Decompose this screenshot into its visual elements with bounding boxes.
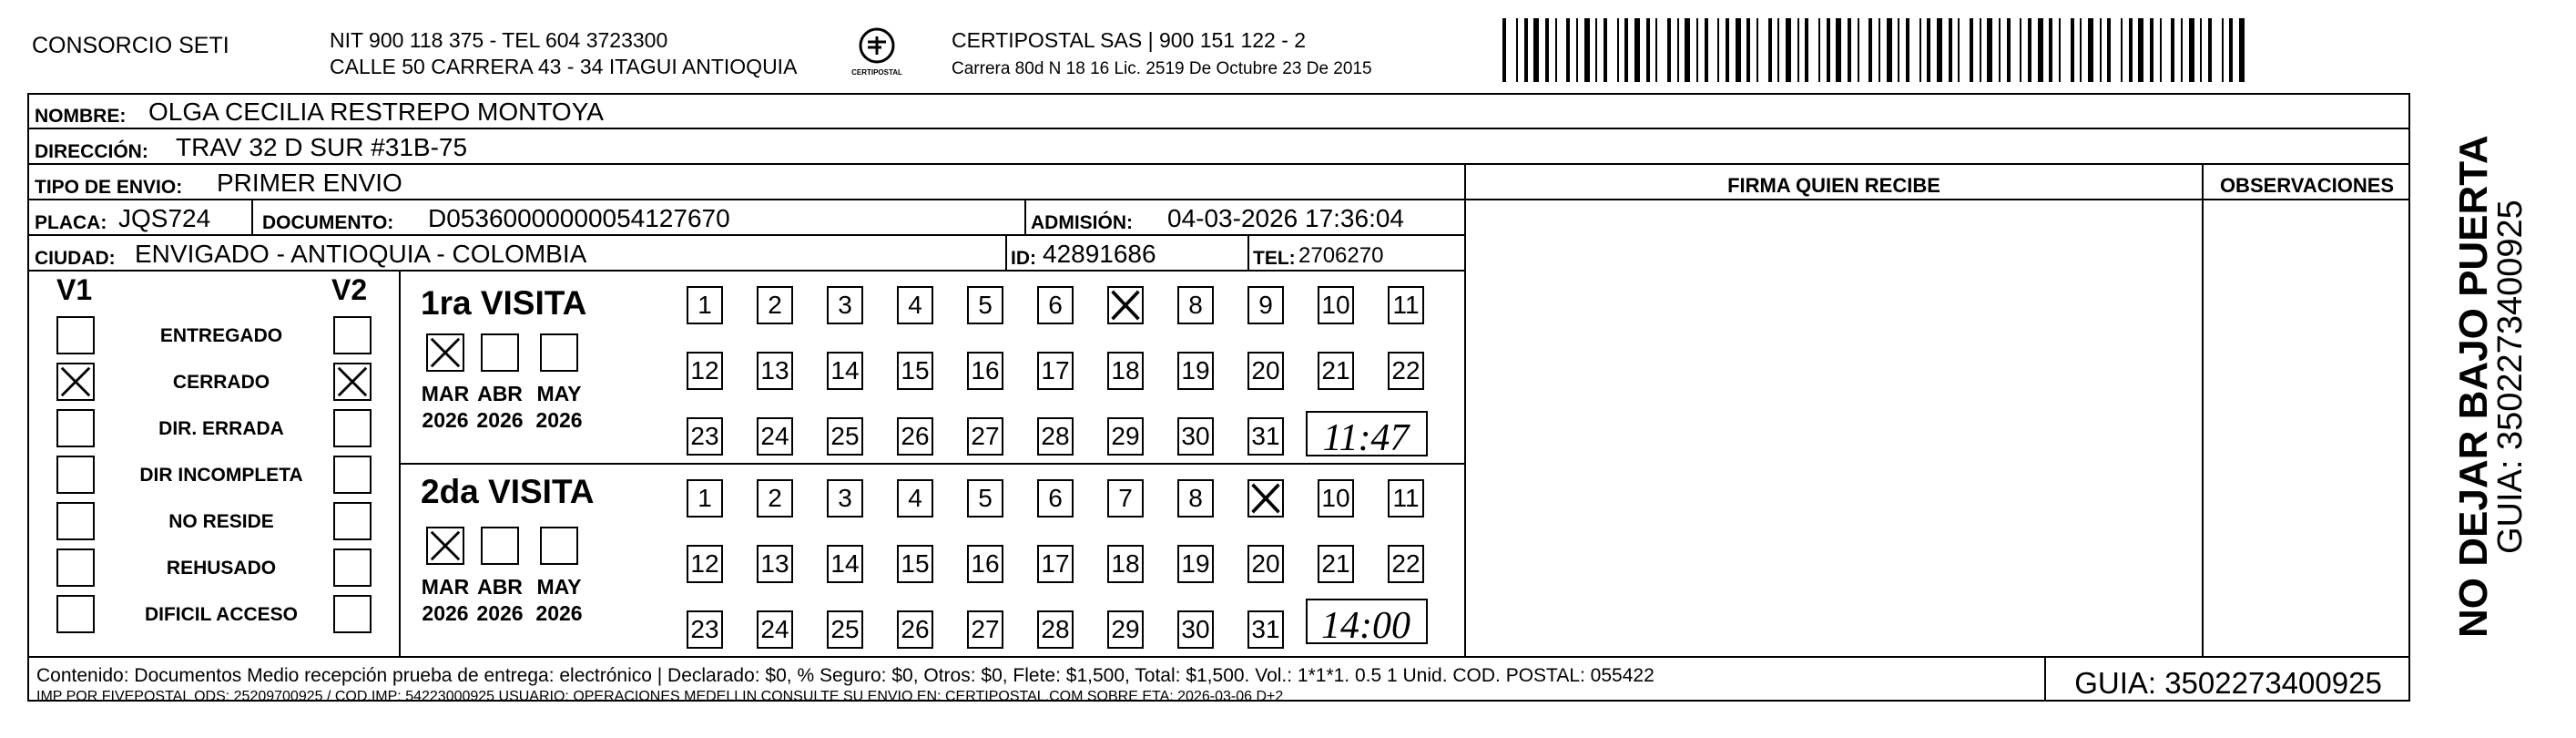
barcode-bar — [2121, 18, 2123, 82]
barcode-bar — [2100, 18, 2102, 82]
footer-print-info: IMP POR FIVEPOSTAL ODS: 25209700925 / COD.IMP: 54223000925 USUARIO: OPERACIONES MEDELLIN CONSULTE SU ENVIO EN: CERTIPOSTAL.COM SOBRE ETA: 2026-03-06 D+2 — [36, 689, 1284, 704]
barcode-bar — [1756, 18, 1758, 82]
barcode-bar — [1858, 18, 1859, 82]
visit1-day-13[interactable]: 13 — [757, 352, 793, 390]
visit2-day-26[interactable]: 26 — [897, 610, 933, 649]
visit2-day-16[interactable]: 16 — [967, 545, 1003, 583]
v1-checkbox[interactable] — [56, 316, 95, 354]
barcode-bar — [1595, 18, 1597, 82]
visit2-day-17[interactable]: 17 — [1037, 545, 1074, 583]
company-nit: NIT 900 118 375 - TEL 604 3723300 — [330, 28, 668, 52]
visit2-day-19[interactable]: 19 — [1177, 545, 1214, 583]
visit2-year-label: 2026 — [422, 601, 469, 625]
carrier-name: CERTIPOSTAL SAS | 900 151 122 - 2 — [952, 28, 1307, 52]
barcode-bar — [1667, 18, 1671, 82]
visit2-time: 14:00 — [1321, 605, 1410, 647]
visit2-day-4[interactable]: 4 — [897, 479, 933, 518]
barcode-bar — [2028, 18, 2031, 82]
barcode-bar — [1746, 18, 1750, 82]
visit1-day-30[interactable]: 30 — [1177, 417, 1214, 456]
visit2-day-22[interactable]: 22 — [1388, 545, 1424, 583]
side-guide-number: GUIA: 3502273400925 — [2491, 200, 2530, 554]
admission-label: ADMISIÓN: — [1031, 212, 1133, 233]
visit2-title: 2da VISITA — [421, 473, 595, 510]
v2-checkbox[interactable] — [333, 363, 372, 401]
barcode-bar — [1685, 18, 1690, 82]
barcode-bar — [1624, 18, 1628, 82]
visit2-day-27[interactable]: 27 — [967, 610, 1003, 649]
visit1-day-22[interactable]: 22 — [1388, 352, 1424, 390]
status-label: CERRADO — [172, 372, 270, 393]
visit1-month-label: MAR — [421, 382, 470, 405]
barcode-bar — [1717, 18, 1719, 82]
barcode-bar — [1906, 18, 1909, 82]
barcode-bar — [1736, 18, 1741, 82]
visit1-day-26[interactable]: 26 — [897, 417, 933, 456]
document-label: DOCUMENTO: — [262, 212, 394, 233]
visit2-month-label: MAY — [536, 575, 582, 599]
barcode-bar — [1634, 18, 1640, 82]
barcode-bar — [2071, 18, 2074, 82]
barcode-bar — [1836, 18, 1841, 82]
barcode-bar — [2038, 18, 2043, 82]
visit2-day-28[interactable]: 28 — [1037, 610, 1074, 649]
carrier-license: Carrera 80d N 18 16 Lic. 2519 De Octubre 23 De 2015 — [952, 59, 1372, 78]
visit2-month-checkbox[interactable] — [426, 527, 464, 565]
visit1-day-1[interactable]: 1 — [687, 286, 723, 324]
visit2-day-23[interactable]: 23 — [687, 610, 723, 649]
visit1-day-21[interactable]: 21 — [1318, 352, 1354, 390]
barcode-bar — [1927, 18, 1930, 82]
barcode-bar — [1805, 18, 1808, 82]
visit2-day-2[interactable]: 2 — [757, 479, 793, 518]
visit1-time-box — [1304, 406, 1431, 461]
recipient-address: TRAV 32 D SUR #31B-75 — [176, 133, 468, 161]
visit1-month-checkbox[interactable] — [426, 333, 464, 372]
visit1-day-25[interactable]: 25 — [827, 417, 863, 456]
barcode-bar — [1797, 18, 1799, 82]
barcode-bar — [1818, 18, 1820, 82]
visit1-title: 1ra VISITA — [421, 284, 587, 322]
barcode-bar — [1516, 18, 1518, 82]
v2-checkbox[interactable] — [333, 595, 372, 633]
visit1-month-label: ABR — [477, 382, 523, 405]
barcode-bar — [1677, 18, 1679, 82]
visit1-day-15[interactable]: 15 — [897, 352, 933, 390]
visit1-day-18[interactable]: 18 — [1107, 352, 1144, 390]
visit2-day-25[interactable]: 25 — [827, 610, 863, 649]
barcode-bar — [1533, 18, 1539, 82]
visit1-day-19[interactable]: 19 — [1177, 352, 1214, 390]
barcode-bar — [1655, 18, 1657, 82]
visit2-year-label: 2026 — [535, 601, 583, 625]
document-number: D05360000000054127670 — [428, 204, 730, 232]
visit1-day-5[interactable]: 5 — [967, 286, 1003, 324]
signature-header: FIRMA QUIEN RECIBE — [1727, 174, 1940, 197]
visit1-day-29[interactable]: 29 — [1107, 417, 1144, 456]
barcode-bar — [1545, 18, 1549, 82]
visit2-day-15[interactable]: 15 — [897, 545, 933, 583]
v1-checkbox[interactable] — [56, 548, 95, 587]
visit1-day-23[interactable]: 23 — [687, 417, 723, 456]
ship-type-label: TIPO DE ENVIO: — [35, 177, 183, 198]
visit2-day-5[interactable]: 5 — [967, 479, 1003, 518]
plate: JQS724 — [118, 204, 211, 232]
id-label: ID: — [1011, 248, 1036, 269]
barcode-bar — [1919, 18, 1921, 82]
v2-checkbox[interactable] — [333, 548, 372, 587]
visit2-month-checkbox[interactable] — [540, 527, 578, 565]
barcode-bar — [2229, 18, 2233, 82]
visit1-day-8[interactable]: 8 — [1177, 286, 1214, 324]
barcode-bar — [1617, 18, 1619, 82]
visit1-day-4[interactable]: 4 — [897, 286, 933, 324]
tel-label: TEL: — [1253, 248, 1296, 269]
visit2-day-10[interactable]: 10 — [1318, 479, 1354, 518]
visit1-day-27[interactable]: 27 — [967, 417, 1003, 456]
barcode-bar — [1970, 18, 1973, 82]
v2-checkbox[interactable] — [333, 409, 372, 447]
footer-content: Contenido: Documentos Medio recepción prueba de entrega: electrónico | Declarado: $0, % Seguro: $0, Otros: $0, Flete: $1,500, Total: $1,500. Vol.: 1*1*1. 0.5 1 Unid. COD. POSTAL: 055422 — [36, 665, 1655, 686]
visit2-day-11[interactable]: 11 — [1388, 479, 1424, 518]
barcode-bar — [2107, 18, 2111, 82]
barcode-bar — [1887, 18, 1892, 82]
visit1-day-28[interactable]: 28 — [1037, 417, 1074, 456]
barcode-bar — [2189, 18, 2194, 82]
barcode-bar — [1958, 18, 1960, 82]
barcode-bar — [1777, 18, 1779, 82]
status-label: DIFICIL ACCESO — [144, 604, 298, 625]
barcode-bar — [2007, 18, 2011, 82]
logo-text: CERTIPOSTAL — [851, 68, 902, 77]
v2-header: V2 — [331, 273, 368, 306]
visit1-day-17[interactable]: 17 — [1037, 352, 1074, 390]
recipient-name: OLGA CECILIA RESTREPO MONTOYA — [148, 97, 604, 126]
recipient-id: 42891686 — [1043, 240, 1156, 268]
v1-header: V1 — [56, 273, 93, 306]
visit1-day-31[interactable]: 31 — [1247, 417, 1284, 456]
barcode-bar — [1705, 18, 1708, 82]
barcode-bar — [1696, 18, 1698, 82]
barcode-bar — [2200, 18, 2202, 82]
company-address: CALLE 50 CARRERA 43 - 34 ITAGUI ANTIOQUIA — [330, 55, 798, 78]
visit1-day-12[interactable]: 12 — [687, 352, 723, 390]
plate-label: PLACA: — [35, 212, 107, 233]
v2-checkbox[interactable] — [333, 316, 372, 354]
visit1-month-checkbox[interactable] — [481, 333, 519, 372]
barcode-bar — [1879, 18, 1880, 82]
visit2-day-31[interactable]: 31 — [1247, 610, 1284, 649]
visit1-year-label: 2026 — [535, 408, 583, 432]
visit1-day-3[interactable]: 3 — [827, 286, 863, 324]
barcode-bar — [2181, 18, 2183, 82]
barcode-bar — [2080, 18, 2082, 82]
barcode-bar — [1949, 18, 1952, 82]
barcode-bar — [2222, 18, 2224, 82]
visit1-day-11[interactable]: 11 — [1388, 286, 1424, 324]
barcode-bar — [2160, 18, 2162, 82]
barcode-bar — [2138, 18, 2143, 82]
visit2-month-checkbox[interactable] — [481, 527, 519, 565]
status-label: REHUSADO — [166, 558, 277, 579]
visit2-day-3[interactable]: 3 — [827, 479, 863, 518]
barcode-bar — [1566, 18, 1570, 82]
v1-checkbox[interactable] — [56, 502, 95, 540]
visit2-day-1[interactable]: 1 — [687, 479, 723, 518]
barcode-bar — [2059, 18, 2061, 82]
visit2-day-30[interactable]: 30 — [1177, 610, 1214, 649]
barcode-bar — [1646, 18, 1650, 82]
barcode-bar — [1980, 18, 1981, 82]
barcode-bar — [1584, 18, 1590, 82]
visit2-year-label: 2026 — [476, 601, 524, 625]
visit2-day-20[interactable]: 20 — [1247, 545, 1284, 583]
visit1-day-7[interactable] — [1107, 286, 1144, 324]
barcode-bar — [1987, 18, 1992, 82]
ship-type: PRIMER ENVIO — [217, 169, 402, 197]
visit1-month-label: MAY — [536, 382, 582, 405]
barcode-bar — [2088, 18, 2093, 82]
barcode-bar — [1604, 18, 1607, 82]
visit1-day-2[interactable]: 2 — [757, 286, 793, 324]
visit1-day-20[interactable]: 20 — [1247, 352, 1284, 390]
visit2-day-8[interactable]: 8 — [1177, 479, 1214, 518]
barcode-bar — [1868, 18, 1872, 82]
visit2-day-7[interactable]: 7 — [1107, 479, 1144, 518]
visit2-day-24[interactable]: 24 — [757, 610, 793, 649]
barcode-bar — [1502, 18, 1506, 82]
address-label: DIRECCIÓN: — [35, 141, 148, 162]
footer-guide: GUIA: 3502273400925 — [2074, 666, 2382, 700]
barcode — [1502, 18, 2249, 82]
barcode-bar — [1999, 18, 2001, 82]
barcode-bar — [2150, 18, 2153, 82]
barcode-bar — [1786, 18, 1791, 82]
observations-header: OBSERVACIONES — [2219, 174, 2395, 197]
barcode-bar — [1827, 18, 1830, 82]
v1-checkbox[interactable] — [56, 595, 95, 633]
barcode-bar — [2020, 18, 2021, 82]
v2-checkbox[interactable] — [333, 456, 372, 494]
visit2-day-21[interactable]: 21 — [1318, 545, 1354, 583]
status-label: DIR INCOMPLETA — [139, 465, 303, 486]
visit2-day-12[interactable]: 12 — [687, 545, 723, 583]
visit2-time-box — [1304, 594, 1431, 649]
barcode-bar — [1768, 18, 1772, 82]
city-label: CIUDAD: — [35, 248, 116, 269]
barcode-bar — [1937, 18, 1942, 82]
admission-date: 04-03-2026 17:36:04 — [1167, 204, 1404, 232]
visit1-day-16[interactable]: 16 — [967, 352, 1003, 390]
visit2-day-29[interactable]: 29 — [1107, 610, 1144, 649]
visit2-month-label: MAR — [421, 575, 470, 599]
barcode-bar — [1576, 18, 1578, 82]
barcode-bar — [1555, 18, 1557, 82]
barcode-bar — [1726, 18, 1729, 82]
status-label: ENTREGADO — [159, 325, 283, 346]
barcode-bar — [2208, 18, 2212, 82]
visit2-day-9[interactable] — [1247, 479, 1284, 518]
no-leave-under-door-warning: NO DEJAR BAJO PUERTA — [2451, 135, 2496, 638]
certipostal-logo — [851, 26, 902, 78]
v1-checkbox[interactable] — [56, 363, 95, 401]
barcode-bar — [2129, 18, 2133, 82]
city: ENVIGADO - ANTIOQUIA - COLOMBIA — [135, 240, 587, 268]
barcode-bar — [1848, 18, 1851, 82]
visit1-day-10[interactable]: 10 — [1318, 286, 1354, 324]
company-name: CONSORCIO SETI — [32, 33, 229, 58]
v2-checkbox[interactable] — [333, 502, 372, 540]
visit2-day-18[interactable]: 18 — [1107, 545, 1144, 583]
status-label: NO RESIDE — [168, 511, 274, 532]
barcode-bar — [1898, 18, 1899, 82]
visit2-day-13[interactable]: 13 — [757, 545, 793, 583]
visit1-day-6[interactable]: 6 — [1037, 286, 1074, 324]
visit1-year-label: 2026 — [422, 408, 469, 432]
barcode-bar — [2049, 18, 2052, 82]
visit1-day-9[interactable]: 9 — [1247, 286, 1284, 324]
recipient-tel: 2706270 — [1298, 243, 1384, 268]
visit1-time: 11:47 — [1322, 417, 1410, 459]
visit2-month-label: ABR — [477, 575, 523, 599]
status-label: DIR. ERRADA — [158, 418, 284, 439]
visit1-month-checkbox[interactable] — [540, 333, 578, 372]
v1-checkbox[interactable] — [56, 409, 95, 447]
barcode-bar — [1524, 18, 1528, 82]
visit1-day-14[interactable]: 14 — [827, 352, 863, 390]
name-label: NOMBRE: — [35, 106, 127, 127]
barcode-bar — [2171, 18, 2174, 82]
visit2-day-6[interactable]: 6 — [1037, 479, 1074, 518]
v1-checkbox[interactable] — [56, 456, 95, 494]
visit1-year-label: 2026 — [476, 408, 524, 432]
visit1-day-24[interactable]: 24 — [757, 417, 793, 456]
visit2-day-14[interactable]: 14 — [827, 545, 863, 583]
barcode-bar — [2239, 18, 2245, 82]
